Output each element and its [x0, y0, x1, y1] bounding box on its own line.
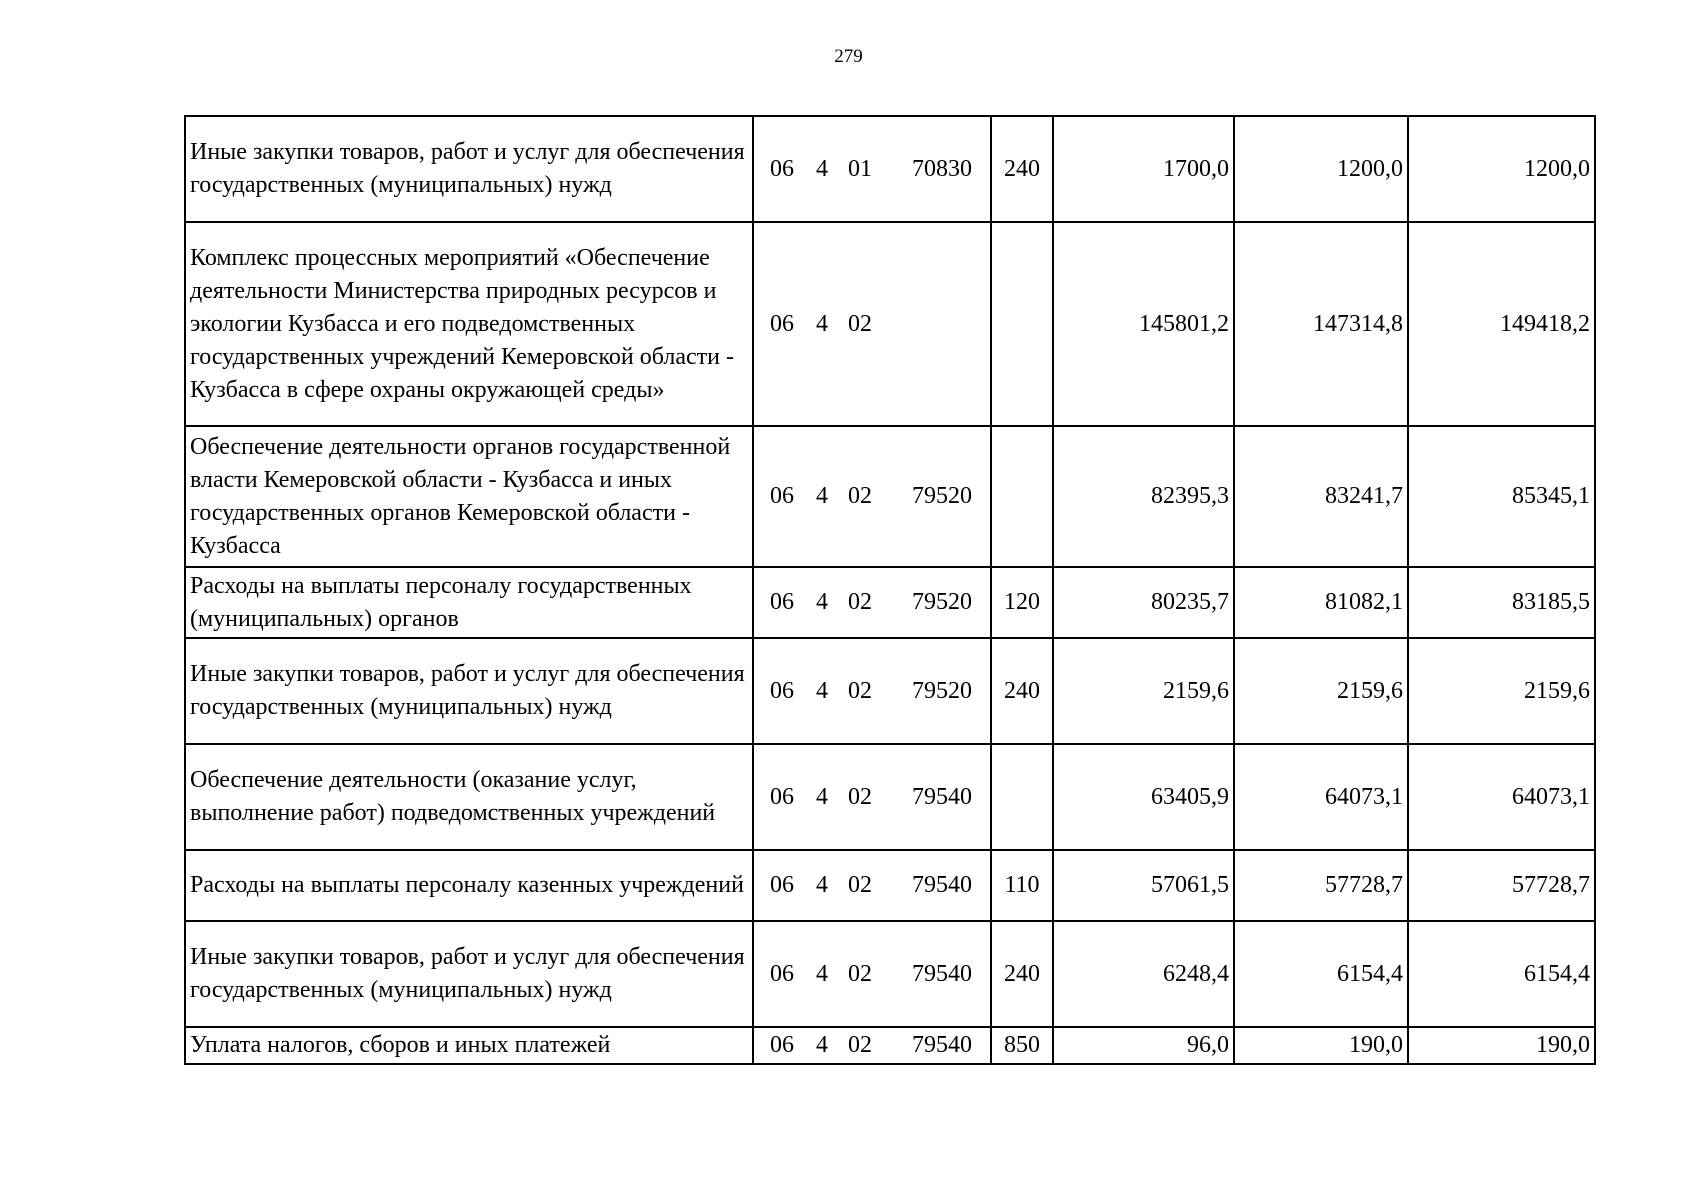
row-name: Уплата налогов, сборов и иных платежей	[185, 1027, 753, 1064]
code-program: 4	[816, 483, 828, 509]
code-subprogram: 02	[848, 589, 872, 615]
row-expense-type	[991, 222, 1053, 426]
row-amount-year3: 1200,0	[1408, 116, 1595, 222]
row-amount-year3: 83185,5	[1408, 567, 1595, 638]
code-direction: 70830	[912, 155, 972, 182]
row-codes	[753, 744, 991, 850]
code-section: 06	[770, 310, 794, 337]
row-amount-year1: 80235,7	[1053, 567, 1234, 638]
code-subprogram: 02	[848, 1032, 872, 1058]
row-amount-year1: 82395,3	[1053, 426, 1234, 567]
row-expense-type: 850	[991, 1027, 1053, 1064]
budget-table	[184, 115, 1596, 1065]
row-amount-year2: 1200,0	[1234, 116, 1408, 222]
row-expense-type: 120	[991, 567, 1053, 638]
row-amount-year1: 6248,4	[1053, 921, 1234, 1027]
page-number: 279	[834, 46, 863, 67]
code-direction: 79520	[912, 483, 972, 509]
code-section: 06	[770, 155, 794, 182]
code-section: 06	[770, 677, 794, 704]
row-codes	[753, 426, 991, 567]
code-subprogram: 02	[848, 872, 872, 898]
code-program: 4	[816, 872, 828, 898]
row-expense-type: 240	[991, 638, 1053, 744]
code-program: 4	[816, 589, 828, 615]
code-direction: 79520	[912, 677, 972, 704]
row-codes	[753, 567, 991, 638]
row-amount-year1: 57061,5	[1053, 850, 1234, 921]
table-row	[185, 426, 1595, 567]
table-row	[185, 744, 1595, 850]
row-codes	[753, 638, 991, 744]
row-amount-year3: 64073,1	[1408, 744, 1595, 850]
row-amount-year3: 149418,2	[1408, 222, 1595, 426]
row-expense-type: 240	[991, 921, 1053, 1027]
row-amount-year2: 2159,6	[1234, 638, 1408, 744]
row-name: Комплекс процессных мероприятий «Обеспечение деятельности Министерства природных ресурсов и экологии Кузбасса и его подведомственных государственных учреждений Кемеровской области - Кузбасса в сфере охраны окружающей среды»	[185, 222, 753, 426]
row-name: Иные закупки товаров, работ и услуг для обеспечения государственных (муниципальных) нужд	[185, 921, 753, 1027]
row-name: Обеспечение деятельности (оказание услуг, выполнение работ) подведомственных учреждений	[185, 744, 753, 850]
row-name: Иные закупки товаров, работ и услуг для обеспечения государственных (муниципальных) нужд	[185, 638, 753, 744]
table-row	[185, 567, 1595, 638]
row-amount-year1: 2159,6	[1053, 638, 1234, 744]
row-expense-type	[991, 426, 1053, 567]
row-amount-year3: 6154,4	[1408, 921, 1595, 1027]
code-direction: 79540	[912, 960, 972, 987]
row-amount-year2: 147314,8	[1234, 222, 1408, 426]
table-row	[185, 638, 1595, 744]
row-amount-year1: 1700,0	[1053, 116, 1234, 222]
row-expense-type: 110	[991, 850, 1053, 921]
row-name: Расходы на выплаты персоналу государственных (муниципальных) органов	[185, 567, 753, 638]
row-name: Иные закупки товаров, работ и услуг для обеспечения государственных (муниципальных) нужд	[185, 116, 753, 222]
row-amount-year2: 190,0	[1234, 1027, 1408, 1064]
code-subprogram: 02	[848, 310, 872, 337]
row-expense-type: 240	[991, 116, 1053, 222]
row-expense-type	[991, 744, 1053, 850]
row-amount-year1: 96,0	[1053, 1027, 1234, 1064]
row-name: Обеспечение деятельности органов государственной власти Кемеровской области - Кузбасса и иных государственных органов Кемеровской области - Кузбасса	[185, 426, 753, 567]
row-amount-year1: 63405,9	[1053, 744, 1234, 850]
row-amount-year1: 145801,2	[1053, 222, 1234, 426]
code-subprogram: 02	[848, 483, 872, 509]
row-amount-year2: 83241,7	[1234, 426, 1408, 567]
code-subprogram: 02	[848, 960, 872, 987]
code-program: 4	[816, 960, 828, 987]
row-codes	[753, 921, 991, 1027]
table-row	[185, 222, 1595, 426]
table-row	[185, 850, 1595, 921]
row-amount-year3: 85345,1	[1408, 426, 1595, 567]
code-direction: 79540	[912, 1032, 972, 1058]
row-amount-year3: 190,0	[1408, 1027, 1595, 1064]
code-section: 06	[770, 1032, 794, 1058]
row-amount-year2: 81082,1	[1234, 567, 1408, 638]
code-program: 4	[816, 155, 828, 182]
row-codes	[753, 222, 991, 426]
code-program: 4	[816, 783, 828, 810]
row-amount-year3: 57728,7	[1408, 850, 1595, 921]
row-amount-year3: 2159,6	[1408, 638, 1595, 744]
code-direction: 79520	[912, 589, 972, 615]
code-section: 06	[770, 872, 794, 898]
code-section: 06	[770, 960, 794, 987]
code-subprogram: 01	[848, 155, 872, 182]
table-row	[185, 116, 1595, 222]
code-program: 4	[816, 1032, 828, 1058]
code-section: 06	[770, 589, 794, 615]
code-section: 06	[770, 783, 794, 810]
row-name: Расходы на выплаты персоналу казенных учреждений	[185, 850, 753, 921]
table-body	[185, 116, 1595, 1064]
code-section: 06	[770, 483, 794, 509]
row-amount-year2: 57728,7	[1234, 850, 1408, 921]
row-amount-year2: 6154,4	[1234, 921, 1408, 1027]
row-codes	[753, 1027, 991, 1064]
code-direction: 79540	[912, 872, 972, 898]
table-row	[185, 921, 1595, 1027]
code-subprogram: 02	[848, 677, 872, 704]
code-program: 4	[816, 310, 828, 337]
row-codes	[753, 850, 991, 921]
table-row	[185, 1027, 1595, 1064]
row-amount-year2: 64073,1	[1234, 744, 1408, 850]
row-codes	[753, 116, 991, 222]
code-subprogram: 02	[848, 783, 872, 810]
code-direction: 79540	[912, 783, 972, 810]
code-program: 4	[816, 677, 828, 704]
